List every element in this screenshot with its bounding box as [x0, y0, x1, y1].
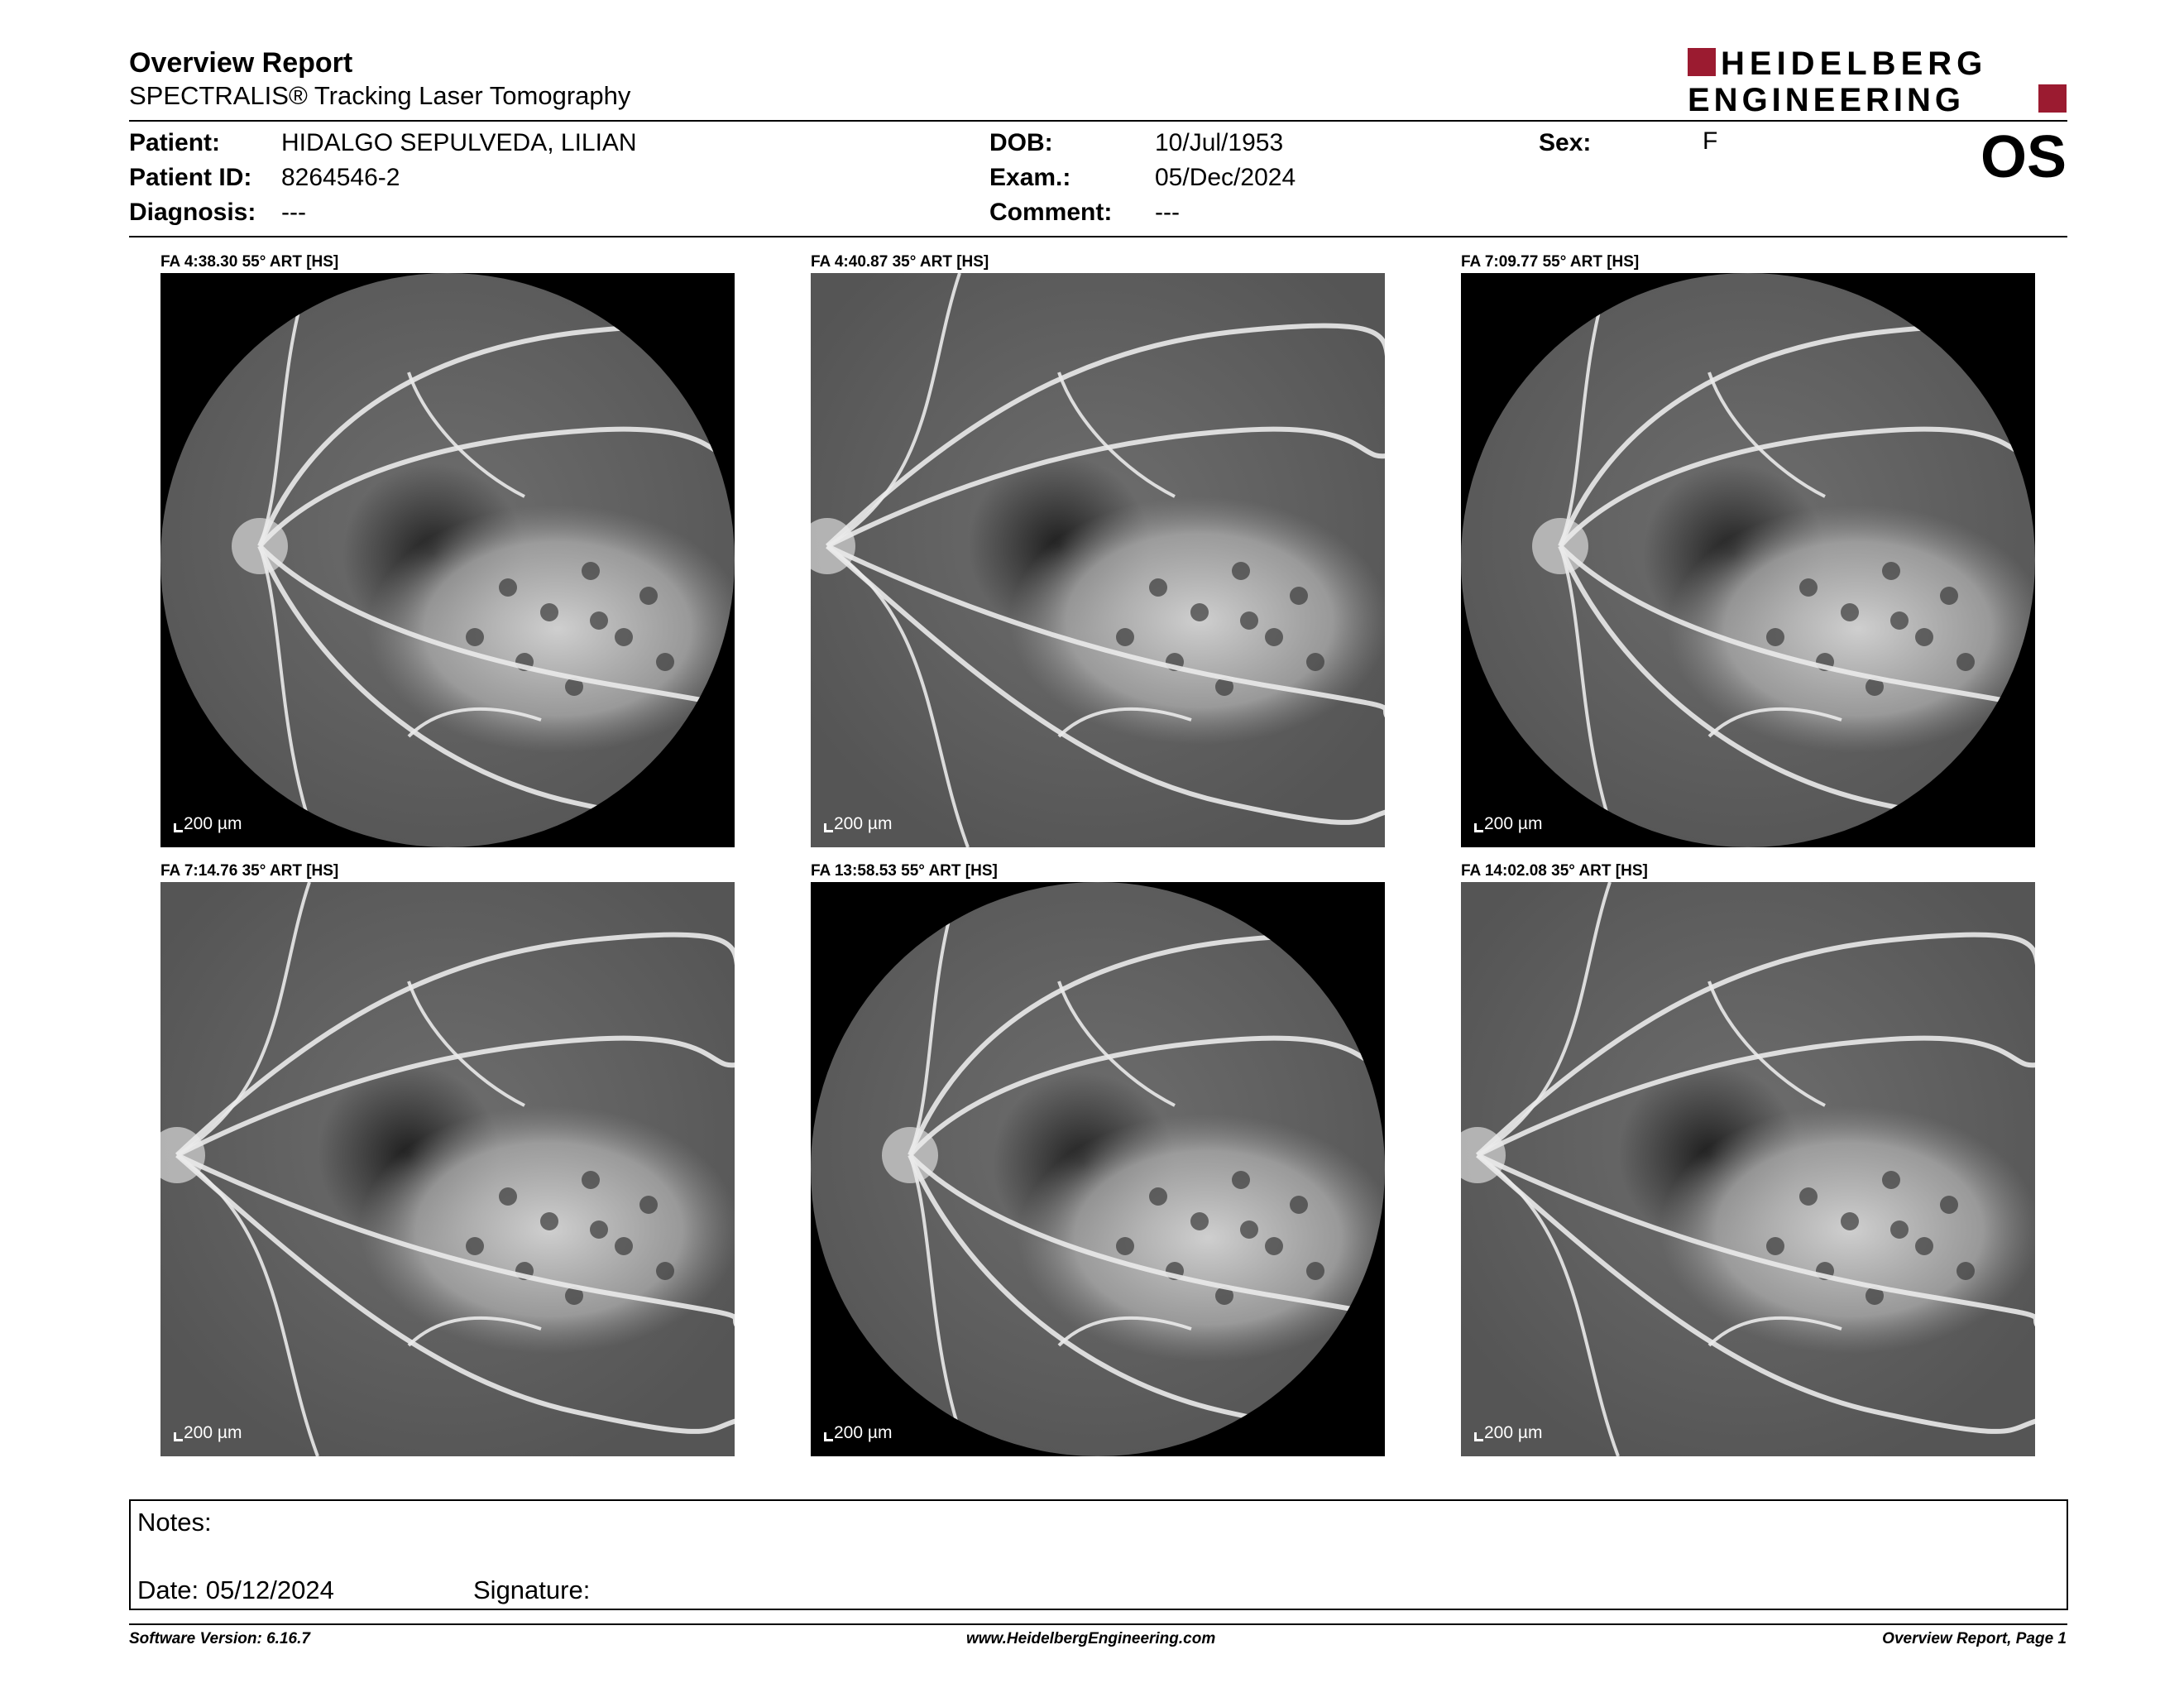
- image-caption: FA 14:02.08 35° ART [HS]: [1461, 862, 1648, 880]
- page-number: Overview Report, Page 1: [1882, 1630, 2067, 1647]
- report-title: Overview Report: [129, 47, 353, 79]
- fundus-image: [811, 273, 1385, 847]
- patient-label: Patient:: [129, 129, 221, 156]
- fundus-image: [811, 882, 1385, 1456]
- fundus-image: [1461, 273, 2035, 847]
- scale-bar: 200 µm: [174, 1423, 242, 1443]
- patient-id: 8264546-2: [281, 164, 400, 191]
- sex-label: Sex:: [1539, 129, 1592, 156]
- image-caption: FA 4:40.87 35° ART [HS]: [811, 253, 989, 271]
- signature-label: Signature:: [473, 1575, 591, 1604]
- diagnosis-value: ---: [281, 199, 306, 226]
- footer-rule: [129, 1623, 2067, 1625]
- scale-bar: 200 µm: [824, 814, 892, 834]
- image-caption: FA 7:09.77 55° ART [HS]: [1461, 253, 1640, 271]
- heidelberg-logo: [1688, 46, 2067, 116]
- info-rule: [129, 236, 2067, 237]
- notes-date: Date: 05/12/2024: [137, 1575, 334, 1604]
- scale-bar: 200 µm: [1474, 814, 1542, 834]
- header-rule: [129, 120, 2067, 122]
- software-version: Software Version: 6.16.7: [129, 1630, 310, 1647]
- website-link: www.HeidelbergEngineering.com: [966, 1630, 1216, 1647]
- image-caption: FA 7:14.76 35° ART [HS]: [160, 862, 339, 880]
- sex-value: F: [1703, 127, 1718, 155]
- report-subtitle: SPECTRALIS® Tracking Laser Tomography: [129, 81, 631, 110]
- fundus-image: [1461, 882, 2035, 1456]
- image-caption: FA 4:38.30 55° ART [HS]: [160, 253, 339, 271]
- exam-label: Exam.:: [989, 164, 1071, 191]
- notes-box: [129, 1499, 2068, 1610]
- fundus-image: [160, 882, 735, 1456]
- patient-id-label: Patient ID:: [129, 164, 252, 191]
- patient-name: HIDALGO SEPULVEDA, LILIAN: [281, 129, 637, 156]
- scale-bar: 200 µm: [174, 814, 242, 834]
- scale-bar: 200 µm: [824, 1423, 892, 1443]
- notes-label: Notes:: [137, 1508, 212, 1537]
- image-caption: FA 13:58.53 55° ART [HS]: [811, 862, 998, 880]
- svg-text:HEIDELBERG: HEIDELBERG: [1721, 46, 1988, 82]
- exam-value: 05/Dec/2024: [1155, 164, 1296, 191]
- dob-label: DOB:: [989, 129, 1053, 156]
- diagnosis-label: Diagnosis:: [129, 199, 256, 226]
- svg-text:ENGINEERING: ENGINEERING: [1688, 82, 1966, 116]
- scale-bar: 200 µm: [1474, 1423, 1542, 1443]
- eye-indicator: OS: [1980, 124, 2067, 190]
- fundus-image: [160, 273, 735, 847]
- comment-value: ---: [1155, 199, 1180, 226]
- dob-value: 10/Jul/1953: [1155, 129, 1284, 156]
- comment-label: Comment:: [989, 199, 1113, 226]
